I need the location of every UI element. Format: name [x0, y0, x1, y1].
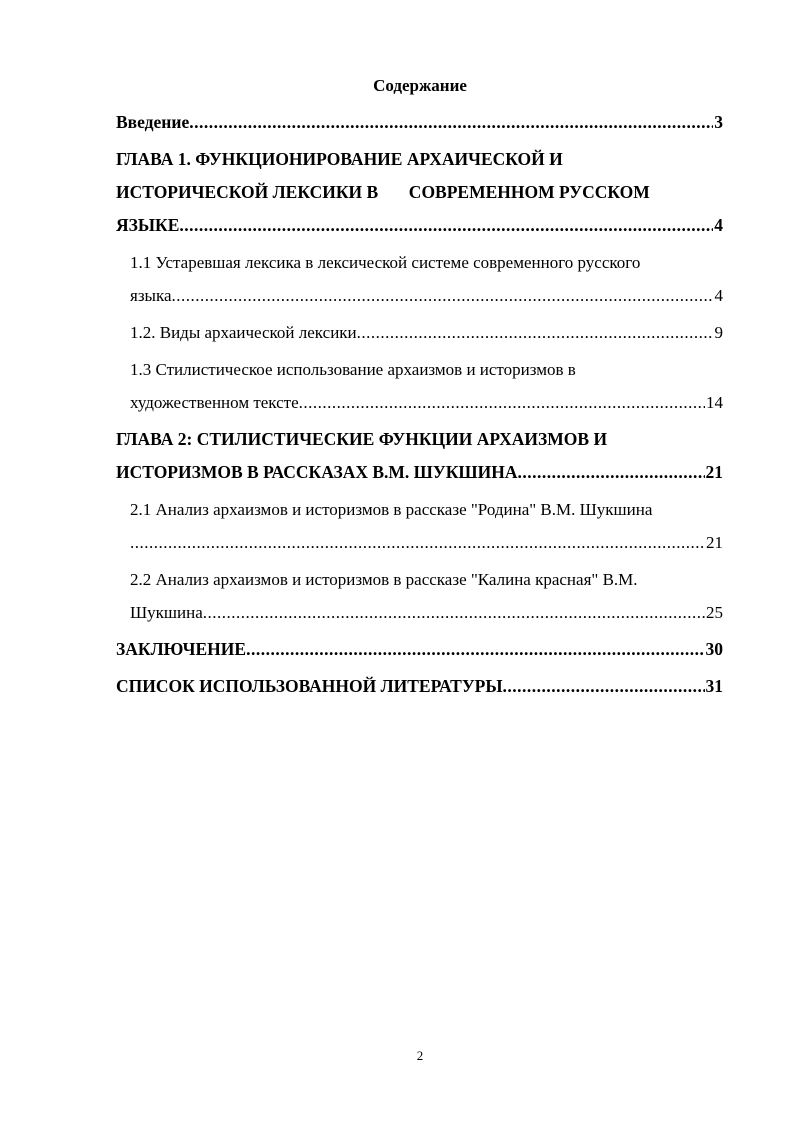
toc-entry-intro[interactable]: [116, 106, 723, 139]
toc-entry-section-1-2[interactable]: [116, 316, 723, 349]
toc-entry-text: художественном тексте: [130, 393, 299, 412]
toc-entry-text: 1.1 Устаревшая лексика в лексической системе современного русского: [130, 253, 641, 272]
toc-entry-text: 1.2. Виды архаической лексики: [130, 323, 357, 342]
toc-page-number: 4: [714, 286, 723, 305]
dot-leader: [503, 670, 705, 703]
toc-entry-text: 1.3 Стилистическое использование архаизмов и историзмов в: [130, 360, 576, 379]
toc-entry-text: Введение: [116, 112, 190, 132]
toc-entry-section-2-2[interactable]: [116, 563, 723, 629]
dot-leader: [203, 596, 705, 629]
toc-page-number: 21: [705, 462, 723, 482]
page-title: Содержание: [373, 76, 467, 95]
dot-leader: [172, 279, 714, 312]
toc-entry-text: ИСТОРИЧЕСКОЙ ЛЕКСИКИ В СОВРЕМЕННОМ РУССКОМ: [116, 182, 650, 202]
toc-page-number: 14: [706, 393, 723, 412]
dot-leader: [517, 456, 704, 489]
toc-entry-chapter-2[interactable]: [116, 423, 723, 489]
page-number: 2: [416, 1048, 424, 1063]
toc-entry-text: ГЛАВА 2: СТИЛИСТИЧЕСКИЕ ФУНКЦИИ АРХАИЗМОВ И: [116, 429, 608, 449]
toc-entry-text: ГЛАВА 1. ФУНКЦИОНИРОВАНИЕ АРХАИЧЕСКОЙ И: [116, 149, 563, 169]
dot-leader: [299, 386, 705, 419]
toc-entry-text: СПИСОК ИСПОЛЬЗОВАННОЙ ЛИТЕРАТУРЫ: [116, 676, 503, 696]
toc-page-number: 4: [714, 215, 723, 235]
dot-leader: [130, 526, 705, 559]
toc-page-number: 31: [705, 676, 723, 696]
toc-entry-conclusion[interactable]: [116, 633, 723, 666]
toc-entry-text: Шукшина: [130, 603, 203, 622]
toc-entry-text: ЗАКЛЮЧЕНИЕ: [116, 639, 247, 659]
dot-leader: [189, 106, 713, 139]
toc-entry-text: языка: [130, 286, 172, 305]
dot-leader: [357, 316, 714, 349]
toc-entry-text: 2.1 Анализ архаизмов и историзмов в рассказе "Родина" В.М. Шукшина: [130, 500, 653, 519]
toc-entry-bibliography[interactable]: [116, 670, 723, 703]
toc-page-number: 3: [714, 112, 723, 132]
toc-entry-section-1-1[interactable]: [116, 246, 723, 312]
toc-entry-section-1-3[interactable]: [116, 353, 723, 419]
toc-page-number: 21: [706, 533, 723, 552]
toc-entry-text: 2.2 Анализ архаизмов и историзмов в рассказе "Калина красная" В.М.: [130, 570, 638, 589]
toc-entry-section-2-1[interactable]: [116, 493, 723, 559]
toc-entry-chapter-1[interactable]: [116, 143, 723, 242]
toc-entry-text: ИСТОРИЗМОВ В РАССКАЗАХ В.М. ШУКШИНА: [116, 462, 518, 482]
toc-page-number: 9: [714, 323, 723, 342]
toc-page-number: 30: [705, 639, 723, 659]
table-of-contents: [116, 106, 723, 703]
toc-page-number: 25: [706, 603, 723, 622]
dot-leader: [246, 633, 704, 666]
toc-entry-text: ЯЗЫКЕ: [116, 215, 180, 235]
dot-leader: [179, 209, 713, 242]
